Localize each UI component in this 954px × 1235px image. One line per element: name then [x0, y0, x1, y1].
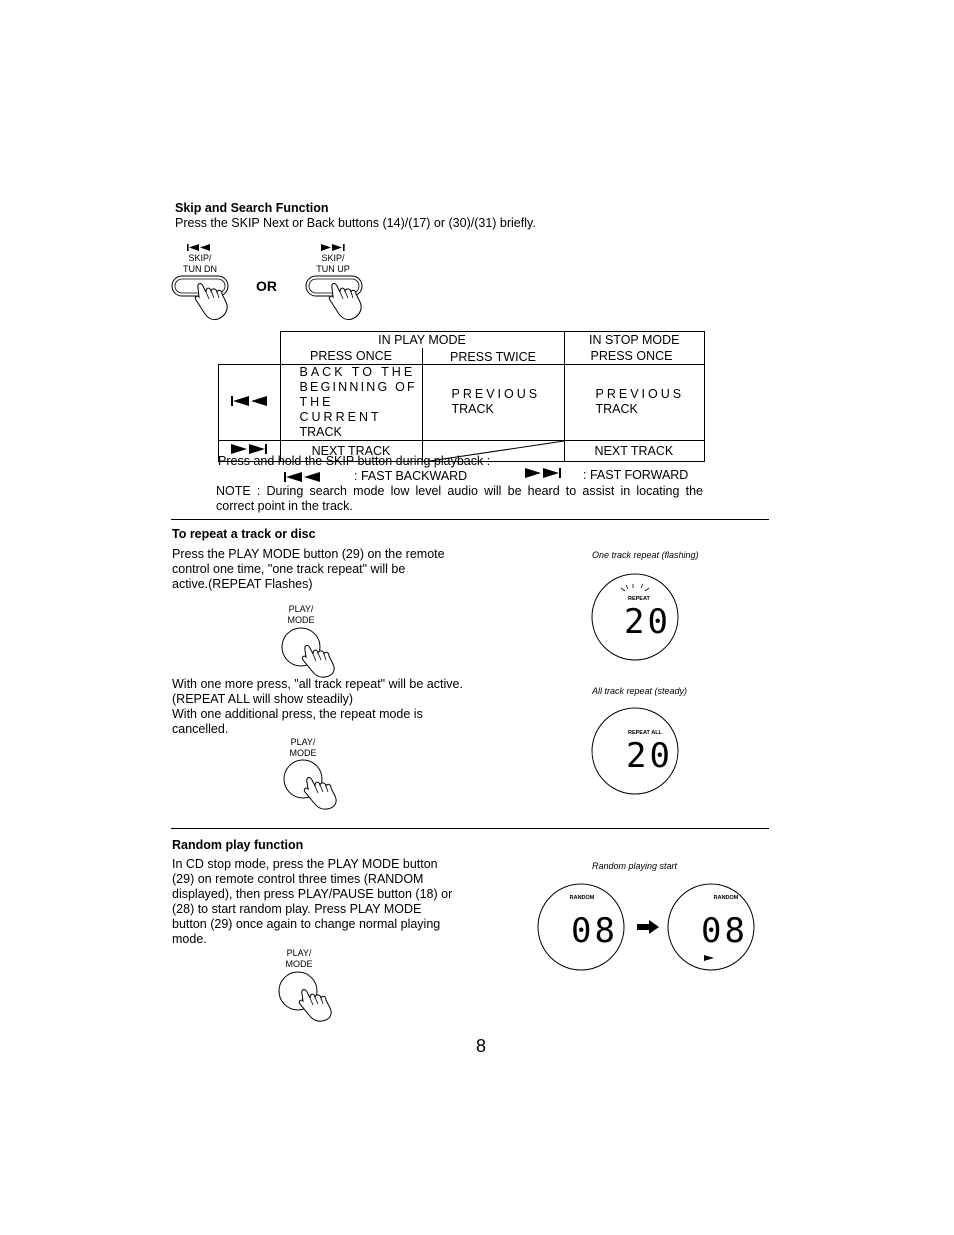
back-once-line: BEGINNING OF	[299, 379, 417, 394]
track-number: 20	[624, 602, 671, 642]
back-once-cell	[280, 364, 422, 440]
random-para-line: displayed), then press PLAY/PAUSE button (18) or	[172, 887, 453, 901]
repeat-para-2-line: (REPEAT ALL will show steadily)	[172, 692, 354, 706]
display-one-track-repeat	[588, 570, 684, 666]
back-arrow-icon	[230, 395, 268, 407]
header-press-twice: PRESS TWICE	[422, 348, 564, 365]
skip-back-button[interactable]	[168, 274, 240, 322]
back-once-line: BACK TO THE	[299, 364, 416, 379]
skip-back-icon	[186, 243, 214, 252]
arrow-right-icon	[636, 920, 660, 934]
play-mode-label-line1: PLAY/	[286, 948, 312, 958]
section-divider	[171, 519, 769, 520]
random-para	[172, 857, 452, 947]
play-mode-label-line1: PLAY/	[290, 737, 316, 747]
skip-function-table	[218, 331, 705, 462]
repeat-para-1-line: control one time, "one track repeat" will be	[172, 562, 406, 576]
header-stop-mode: IN STOP MODE	[564, 332, 705, 348]
play-mode-label-line2: MODE	[287, 615, 315, 625]
display-random-stop	[534, 880, 630, 976]
repeat-para-2-line: With one more press, "all track repeat" will be active.	[172, 677, 463, 691]
play-mode-label-line2: MODE	[285, 959, 313, 969]
play-indicator-icon	[704, 955, 714, 961]
repeat-all-indicator: REPEAT ALL	[628, 730, 662, 736]
fast-backward-label: : FAST BACKWARD	[354, 469, 468, 483]
back-stop-line: TRACK	[595, 402, 638, 416]
flash-rays-icon	[621, 584, 649, 591]
fast-backward-icon	[283, 471, 321, 483]
play-mode-label-line1: PLAY/	[288, 604, 314, 614]
skip-back-label-line2: TUN DN	[183, 264, 217, 274]
back-once-line: TRACK	[299, 424, 342, 439]
track-number: 20	[626, 736, 673, 776]
repeat-para-2-line: With one additional press, the repeat mode is	[172, 707, 423, 721]
skip-next-label-line1: SKIP/	[321, 253, 345, 263]
display-random-playing	[664, 880, 760, 976]
play-mode-button-3[interactable]	[276, 970, 346, 1022]
skip-back-label	[178, 253, 222, 275]
caption-random-start: Random playing start	[592, 861, 678, 871]
header-play-mode: IN PLAY MODE	[280, 332, 564, 348]
note-line-1: NOTE : During search mode low level audio will be heard to assist in locating the	[216, 484, 703, 498]
next-once-cell: NEXT TRACK	[280, 440, 422, 461]
skip-next-label-line2: TUN UP	[316, 264, 350, 274]
header-press-once-stop: PRESS ONCE	[564, 348, 705, 365]
repeat-para-1	[172, 547, 445, 592]
repeat-para-2	[172, 677, 463, 737]
display-all-track-repeat	[588, 704, 684, 800]
play-mode-label-3	[277, 948, 321, 970]
track-number: 08	[571, 911, 618, 951]
hold-skip-text: Press and hold the SKIP button during playback :	[218, 454, 491, 468]
random-para-line: mode.	[172, 932, 207, 946]
row-back-icon-cell	[219, 364, 281, 440]
play-mode-label-1	[279, 604, 323, 626]
skip-next-button[interactable]	[302, 274, 374, 322]
track-number: 08	[701, 911, 748, 951]
random-para-line: In CD stop mode, press the PLAY MODE button	[172, 857, 438, 871]
skip-back-label-line1: SKIP/	[188, 253, 212, 263]
next-stop-cell: NEXT TRACK	[564, 440, 705, 461]
skip-section-title: Skip and Search Function	[175, 201, 329, 215]
header-press-once: PRESS ONCE	[280, 348, 422, 365]
fast-forward-label: : FAST FORWARD	[583, 468, 689, 482]
repeat-section-title: To repeat a track or disc	[172, 527, 316, 541]
back-stop-cell	[564, 364, 705, 440]
play-mode-button-1[interactable]	[279, 626, 349, 678]
random-indicator: RANDOM	[569, 895, 595, 901]
play-mode-label-line2: MODE	[289, 748, 317, 758]
caption-one-track-repeat: One track repeat (flashing)	[592, 550, 699, 560]
page-number: 8	[476, 1036, 487, 1056]
back-stop-line: PREVIOUS	[595, 387, 685, 401]
caption-all-track-repeat: All track repeat (steady)	[592, 686, 688, 696]
random-indicator: RANDOM	[713, 895, 739, 901]
section-divider	[171, 828, 769, 829]
repeat-para-1-line: active.(REPEAT Flashes)	[172, 577, 313, 591]
skip-next-label	[311, 253, 355, 275]
or-label: OR	[256, 278, 277, 294]
back-once-line: THE CURRENT	[299, 394, 382, 424]
repeat-para-1-line: Press the PLAY MODE button (29) on the remote	[172, 547, 445, 561]
skip-next-icon	[320, 243, 348, 252]
play-mode-button-2[interactable]	[281, 758, 351, 810]
back-twice-cell	[422, 364, 564, 440]
back-twice-line: TRACK	[451, 402, 494, 416]
repeat-para-2-line: cancelled.	[172, 722, 229, 736]
back-twice-line: PREVIOUS	[451, 387, 541, 401]
repeat-indicator: REPEAT	[628, 596, 650, 602]
random-section-title: Random play function	[172, 838, 304, 852]
random-para-line: button (29) once again to change normal playing	[172, 917, 441, 931]
skip-section-intro: Press the SKIP Next or Back buttons (14)/(17) or (30)/(31) briefly.	[175, 216, 536, 230]
play-mode-label-2	[281, 737, 325, 759]
fast-forward-icon	[524, 467, 562, 479]
note-line-2: correct point in the track.	[216, 499, 353, 513]
random-para-line: (28) to start random play. Press PLAY MODE	[172, 902, 422, 916]
random-para-line: (29) on remote control three times (RANDOM	[172, 872, 424, 886]
